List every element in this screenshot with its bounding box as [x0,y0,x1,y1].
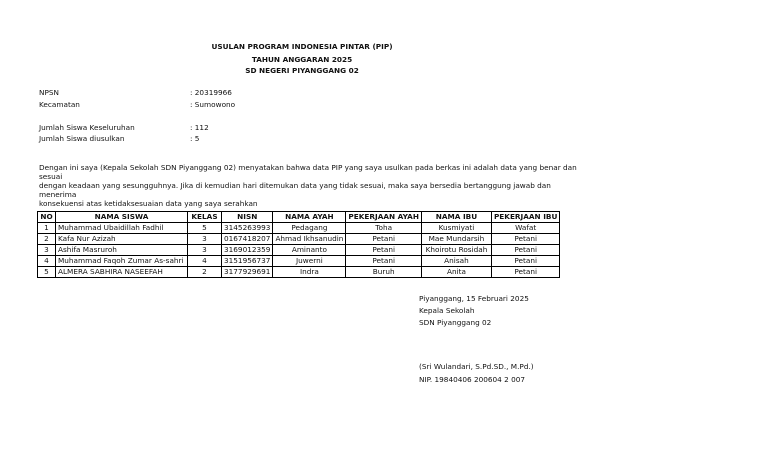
column-header-father-name: NAMA AYAH [273,212,346,223]
cell-class: 3 [188,245,222,256]
column-header-class: KELAS [188,212,222,223]
cell-mother-name: Anita [421,267,491,278]
cell-no: 5 [38,267,56,278]
signature-role: Kepala Sekolah [419,306,475,315]
column-header-no: NO [38,212,56,223]
npsn-value: : 20319966 [190,88,232,97]
kecamatan-value: : Sumowono [190,100,236,109]
cell-student-name: Ashifa Masruroh [56,245,188,256]
statement-line: konsekuensi atas ketidaksesuaian data yang saya serahkan [39,199,258,208]
table-row [38,223,560,234]
kecamatan-label: Kecamatan [39,100,80,109]
proposed-students-value: : 5 [190,134,200,143]
cell-no: 1 [38,223,56,234]
proposed-students-label: Jumlah Siswa diusulkan [39,134,125,143]
cell-father-name: Pedagang [273,223,346,234]
signature-name: (Sri Wulandari, S.Pd.SD., M.Pd.) [419,362,534,371]
column-header-mother-job: PEKERJAAN IBU [491,212,559,223]
signature-place-date: Piyanggang, 15 Februari 2025 [419,294,529,303]
signature-nip: NIP. 19840406 200604 2 007 [419,375,526,384]
column-header-father-job: PEKERJAAN AYAH [346,212,422,223]
cell-mother-job: Petani [491,267,559,278]
cell-mother-job: Wafat [491,223,559,234]
cell-mother-job: Petani [491,245,559,256]
cell-student-name: Muhammad Faqoh Zumar As-sahri [56,256,188,267]
cell-no: 3 [38,245,56,256]
column-header-student-name: NAMA SISWA [56,212,188,223]
column-header-mother-name: NAMA IBU [421,212,491,223]
cell-father-job: Petani [346,245,422,256]
cell-student-name: Muhammad Ubaidillah Fadhil [56,223,188,234]
cell-student-name: Kafa Nur Azizah [56,234,188,245]
total-students-value: : 112 [190,123,209,132]
table-row [38,245,560,256]
statement-line: Dengan ini saya (Kepala Sekolah SDN Piyanggang 02) menyatakan bahwa data PIP yang saya usulkan pada berkas ini adalah data yang benar dan sesuai [39,163,577,181]
total-students-label: Jumlah Siswa Keseluruhan [39,123,135,132]
cell-nisn: 3169012359 [222,245,273,256]
cell-father-name: Ahmad Ikhsanudin [273,234,346,245]
document-school: SD NEGERI PIYANGGANG 02 [245,66,359,75]
cell-class: 3 [188,234,222,245]
cell-no: 2 [38,234,56,245]
cell-nisn: 0167418207 [222,234,273,245]
cell-father-job: Petani [346,256,422,267]
cell-mother-job: Petani [491,234,559,245]
cell-mother-name: Mae Mundarsih [421,234,491,245]
document-year: TAHUN ANGGARAN 2025 [251,55,353,64]
table-header-row [38,212,560,223]
statement [39,163,579,208]
cell-nisn: 3177929691 [222,267,273,278]
cell-father-job: Buruh [346,267,422,278]
cell-nisn: 3145263993 [222,223,273,234]
cell-father-name: Indra [273,267,346,278]
cell-class: 4 [188,256,222,267]
table-row [38,234,560,245]
cell-mother-job: Petani [491,256,559,267]
column-header-nisn: NISN [222,212,273,223]
cell-mother-name: Kusmiyati [421,223,491,234]
cell-no: 4 [38,256,56,267]
npsn-label: NPSN [39,88,59,97]
cell-father-job: Petani [346,234,422,245]
table-row [38,256,560,267]
cell-mother-name: Khoirotu Rosidah [421,245,491,256]
table-row [38,267,560,278]
statement-line: dengan keadaan yang sesungguhnya. Jika di kemudian hari ditemukan data yang tidak sesuai, maka saya bersedia bertanggung jawab dan menerima [39,181,551,199]
student-table [37,211,560,278]
document-title: USULAN PROGRAM INDONESIA PINTAR (PIP) [211,42,393,51]
cell-father-name: Juwerni [273,256,346,267]
signature-school: SDN Piyanggang 02 [419,318,492,327]
cell-father-job: Toha [346,223,422,234]
cell-mother-name: Anisah [421,256,491,267]
cell-nisn: 3151956737 [222,256,273,267]
cell-student-name: ALMERA SABHIRA NASEEFAH [56,267,188,278]
cell-class: 2 [188,267,222,278]
cell-class: 5 [188,223,222,234]
cell-father-name: Aminanto [273,245,346,256]
